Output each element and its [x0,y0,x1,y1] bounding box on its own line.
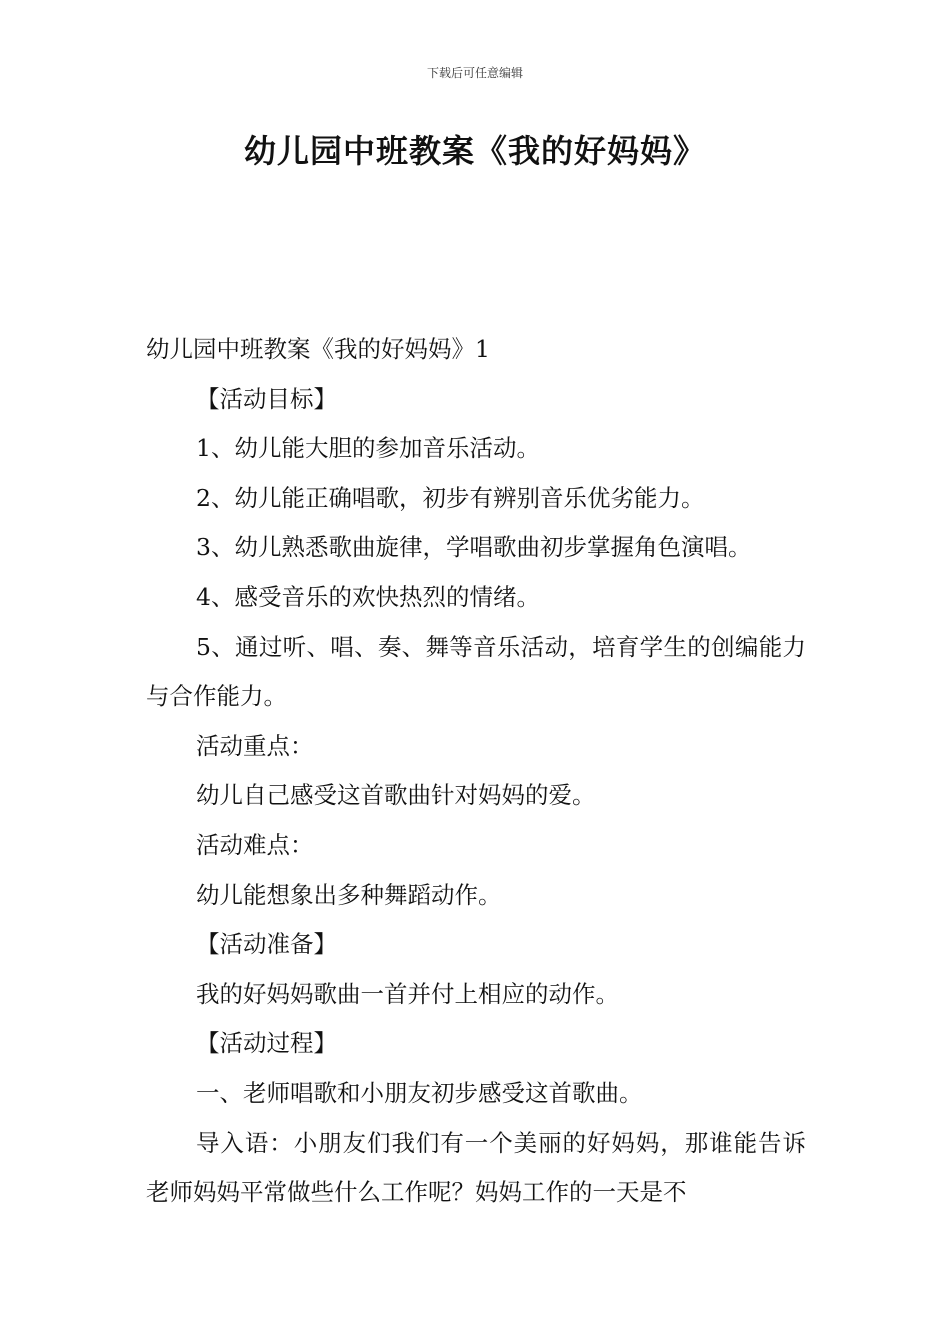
document-title: 幼儿园中班教案《我的好妈妈》 [243,132,706,170]
paragraph-goal-1: 1、幼儿能大胆的参加音乐活动。 [196,434,540,463]
paragraph-key-point: 幼儿自己感受这首歌曲针对妈妈的爱。 [196,781,596,810]
paragraph-goals-heading: 【活动目标】 [196,384,337,413]
paragraph-difficulty-label: 活动难点： [196,830,314,859]
paragraph-section-heading: 幼儿园中班教案《我的好妈妈》1 [146,335,490,363]
paragraph-intro-speech: 导入语：小朋友们我们有一个美丽的好妈妈，那谁能告诉老师妈妈平常做些什么工作呢？妈妈工作的一天是不 [146,1128,806,1207]
paragraph-goal-5: 5、通过听、唱、奏、舞等音乐活动，培育学生的创编能力与合作能力。 [146,632,806,711]
paragraph-preparation: 我的好妈妈歌曲一首并付上相应的动作。 [196,979,619,1008]
paragraph-key-point-label: 活动重点： [196,731,314,760]
paragraph-process-step-1: 一、老师唱歌和小朋友初步感受这首歌曲。 [196,1078,643,1107]
paragraph-difficulty: 幼儿能想象出多种舞蹈动作。 [196,880,502,909]
paragraph-goal-3: 3、幼儿熟悉歌曲旋律，学唱歌曲初步掌握角色演唱。 [196,533,752,562]
paragraph-goal-4: 4、感受音乐的欢快热烈的情绪。 [196,582,540,611]
document-body [146,325,806,1218]
header-note: 下载后可任意编辑 [426,66,523,80]
paragraph-goal-2: 2、幼儿能正确唱歌，初步有辨别音乐优劣能力。 [196,483,705,512]
paragraph-process-heading: 【活动过程】 [196,1029,337,1058]
paragraph-preparation-heading: 【活动准备】 [196,930,337,959]
